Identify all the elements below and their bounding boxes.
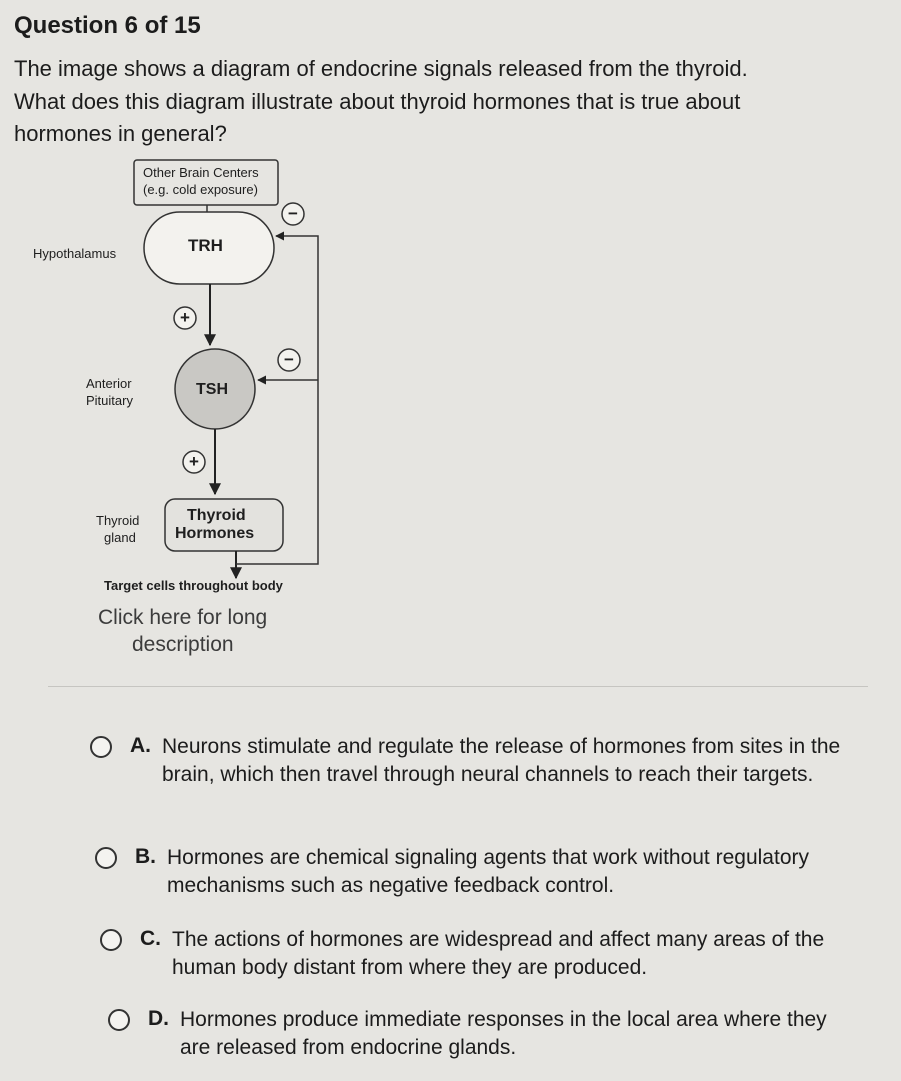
hypothalamus-label: Hypothalamus: [33, 246, 117, 261]
choice-b[interactable]: [95, 844, 847, 900]
long-description-link-2[interactable]: description: [132, 633, 234, 656]
question-text-line-3: hormones in general?: [14, 121, 227, 146]
plus-symbol-1: +: [180, 308, 190, 327]
cold-exposure-label: (e.g. cold exposure): [143, 182, 258, 197]
tsh-label: TSH: [196, 381, 228, 398]
target-cells-label: Target cells throughout body: [104, 578, 283, 593]
choice-c-text: The actions of hormones are widespread and affect many areas of the human body distant from where they are produced.: [172, 928, 825, 979]
plus-symbol-2: +: [189, 452, 199, 471]
pituitary-label: Pituitary: [86, 393, 133, 408]
question-text-line-1: The image shows a diagram of endocrine signals released from the thyroid.: [14, 56, 748, 81]
choice-a-letter: A.: [130, 734, 151, 757]
choice-b-radio[interactable]: [95, 847, 117, 869]
minus-symbol-1: −: [288, 204, 298, 223]
choice-d-text: Hormones produce immediate responses in the local area where they are released from endocrine glands.: [180, 1008, 827, 1059]
choice-a-radio[interactable]: [90, 736, 112, 758]
choice-b-text: Hormones are chemical signaling agents that work without regulatory mechanisms such as negative feedback control.: [167, 846, 809, 897]
minus-symbol-2: −: [284, 350, 294, 369]
choice-d[interactable]: [108, 1006, 860, 1062]
choice-c-radio[interactable]: [100, 929, 122, 951]
long-description-link[interactable]: Click here for long: [98, 606, 268, 629]
thyroid-hormones-label-1: Thyroid: [187, 507, 246, 524]
question-number: Question 6 of 15: [14, 12, 201, 39]
thyroid-gland-label-2: gland: [104, 530, 136, 545]
choice-a-text: Neurons stimulate and regulate the release of hormones from sites in the brain, which then travel through neural channels to reach their targets.: [162, 735, 841, 786]
choice-d-letter: D.: [148, 1007, 169, 1030]
question-text-line-2: What does this diagram illustrate about thyroid hormones that is true about: [14, 89, 741, 114]
choice-a[interactable]: [90, 733, 842, 789]
thyroid-hormones-label-2: Hormones: [175, 525, 255, 542]
choice-c[interactable]: [100, 926, 852, 982]
trh-label: TRH: [188, 236, 223, 255]
choice-d-radio[interactable]: [108, 1009, 130, 1031]
choice-b-letter: B.: [135, 845, 156, 868]
other-brain-centers-label: Other Brain Centers: [143, 165, 259, 180]
thyroid-gland-label-1: Thyroid: [96, 513, 140, 528]
divider: [48, 686, 868, 687]
anterior-label: Anterior: [86, 376, 132, 391]
choice-c-letter: C.: [140, 927, 161, 950]
